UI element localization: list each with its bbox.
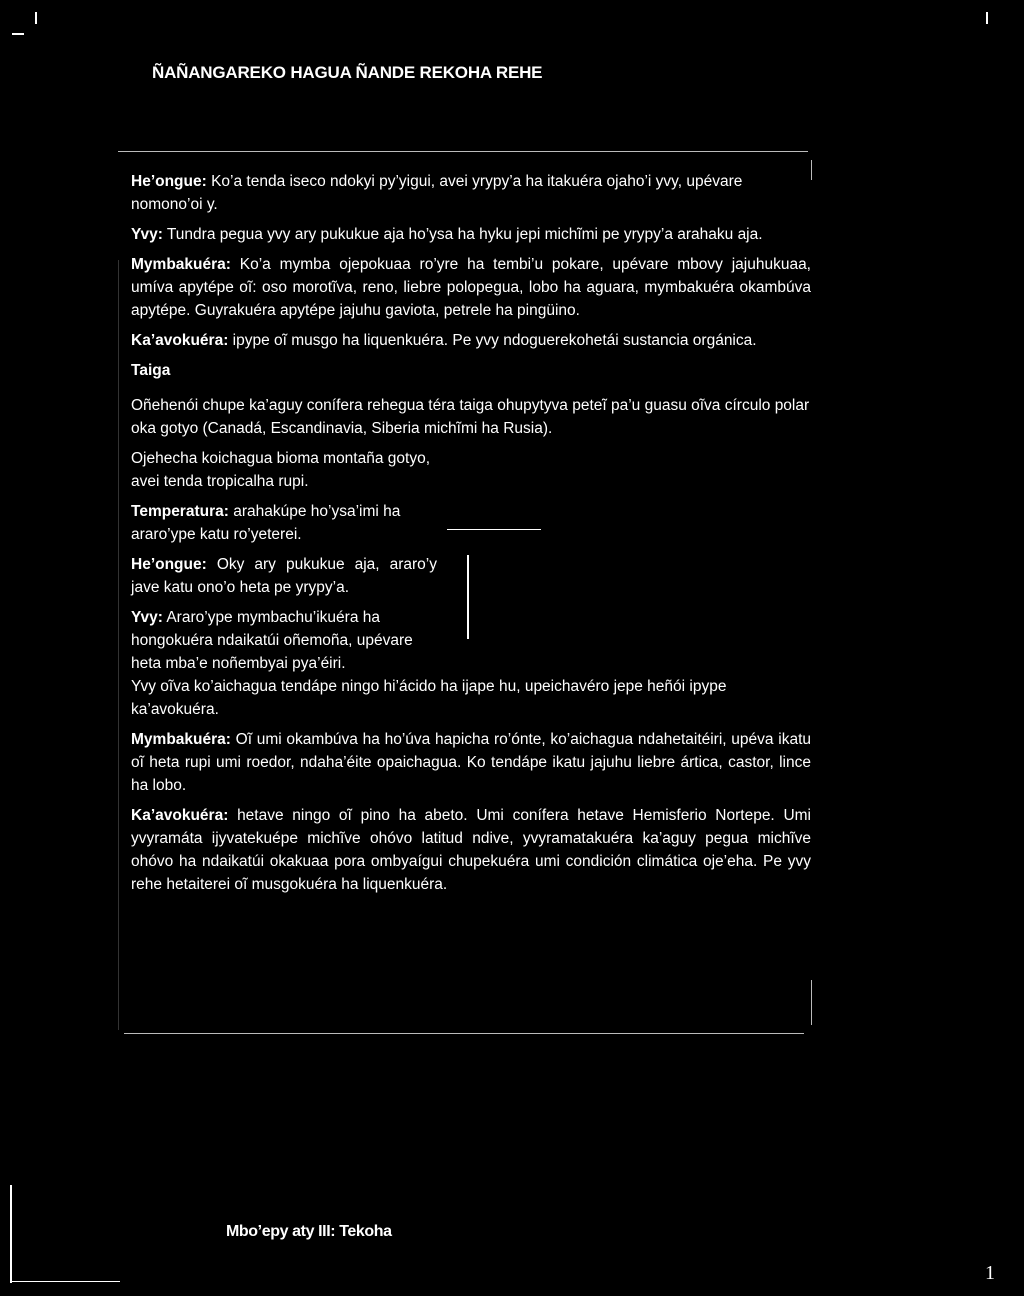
page-footer: Mbo’epy aty III: Tekoha bbox=[226, 1223, 392, 1240]
paragraph-text: Yvy oĩva ko’aichagua tendápe ningo hi’ácido ha ijape hu, upeichavéro jepe heñói ipype ka’avokuéra. bbox=[131, 678, 727, 718]
paragraph-taiga-intro bbox=[131, 394, 811, 440]
paragraph-yvy-acido bbox=[131, 675, 811, 721]
paragraph-heongue-taiga bbox=[131, 553, 437, 599]
paragraph-text: Ko’a tenda iseco ndokyi py’yigui, avei yrypy’a ha itakuéra ojaho’i yvy, upévare nomono’oi y. bbox=[131, 173, 743, 213]
paragraph-yvy bbox=[131, 223, 811, 246]
paragraph-text: Oĩ umi okambúva ha ho’úva hapicha ro’ónte, ko’aichagua ndahetaitéiri, upéva ikatu oĩ heta rupi umi roedor, ndaha’éite opaichagua. Ko tendápe ikatu jajuhu liebre ártica, castor, lince ha lobo. bbox=[131, 731, 811, 794]
crop-mark bbox=[986, 12, 988, 24]
section-heading: Taiga bbox=[131, 362, 171, 379]
paragraph-kaavokuera bbox=[131, 329, 811, 352]
paragraph-label: He’ongue: bbox=[131, 173, 207, 190]
paragraph-label: Ka’avokuéra: bbox=[131, 807, 229, 824]
paragraph-text: hetave ningo oĩ pino ha abeto. Umi conífera hetave Hemisferio Nortepe. Umi yvyramáta ijyvatekuépe michĩve ohóvo latitud ndive, yvyramatakuéra ka’aguy pegua michĩve ohóvo ha ndaikatúi okakuaa pora ombyaígui chupekuéra umi condición climática oje’eha. Pe yvy rehe hetaiterei oĩ musgokuéra ha liquenkuéra. bbox=[131, 807, 811, 893]
crop-mark bbox=[12, 33, 24, 35]
crop-mark bbox=[35, 12, 37, 24]
paragraph-text: Oñehenói chupe ka’aguy conífera rehegua téra taiga ohupytyva peteĩ pa’u guasu oĩva círculo polar oka gotyo (Canadá, Escandinavia, Siberia michĩmi ha Rusia). bbox=[131, 397, 810, 437]
crop-mark bbox=[10, 1185, 12, 1283]
paragraph-heongue bbox=[131, 170, 811, 216]
frame-border bbox=[118, 151, 808, 152]
paragraph-text: Oky ary pukukue aja, araro’y jave katu ono’o heta pe yrypy’a. bbox=[131, 556, 437, 596]
page-header: ÑAÑANGAREKO HAGUA ÑANDE REKOHA REHE bbox=[152, 63, 543, 82]
frame-border bbox=[811, 980, 812, 1025]
paragraph-temperatura bbox=[131, 500, 437, 546]
text-box bbox=[131, 170, 811, 903]
paragraph-kaavokuera-taiga bbox=[131, 804, 811, 896]
paragraph-bioma bbox=[131, 447, 437, 493]
paragraph-text: Tundra pegua yvy ary pukukue aja ho’ysa ha hyku jepi michĩmi pe yrypy’a arahaku aja. bbox=[162, 226, 763, 243]
frame-border bbox=[811, 160, 812, 180]
paragraph-text: Ojehecha koichagua bioma montaña gotyo, avei tenda tropicalha rupi. bbox=[131, 450, 431, 490]
frame-border bbox=[118, 260, 119, 1030]
frame-border bbox=[124, 1033, 804, 1034]
paragraph-label: Yvy: bbox=[131, 226, 163, 243]
paragraph-text: arahakúpe ho’ysa’imi ha araro’ype katu ro’yeterei. bbox=[131, 503, 401, 543]
paragraph-label: Mymbakuéra: bbox=[131, 256, 231, 273]
paragraph-text: Araro’ype mymbachu’ikuéra ha hongokuéra ndaikatúi oñemoña, upévare heta mba’e noñembyai pya’éiri. bbox=[131, 609, 413, 672]
paragraph-label: Temperatura: bbox=[131, 503, 229, 520]
paragraph-label: Ka’avokuéra: bbox=[131, 332, 229, 349]
paragraph-label: Mymbakuéra: bbox=[131, 731, 231, 748]
paragraph-mymbakuera bbox=[131, 253, 811, 322]
page-number: 1 bbox=[985, 1262, 995, 1284]
paragraph-mymbakuera-taiga bbox=[131, 728, 811, 797]
section-heading-taiga bbox=[131, 359, 811, 382]
paragraph-text: Ko’a mymba ojepokuaa ro’yre ha tembi’u pokare, upévare mbovy jajuhukuaa, umíva apytépe oĩ: oso morotĩva, reno, liebre polopegua, lobo ha aguara, mymbakuéra okambúva apytépe. Guyrakuéra apytépe jajuhu gaviota, petrele ha pingüino. bbox=[131, 256, 811, 319]
crop-mark bbox=[12, 1281, 120, 1282]
paragraph-label: Yvy: bbox=[131, 609, 163, 626]
paragraph-label: He’ongue: bbox=[131, 556, 207, 573]
paragraph-text: ipype oĩ musgo ha liquenkuéra. Pe yvy ndoguerekohetái sustancia orgánica. bbox=[228, 332, 757, 349]
paragraph-yvy-taiga bbox=[131, 606, 437, 675]
